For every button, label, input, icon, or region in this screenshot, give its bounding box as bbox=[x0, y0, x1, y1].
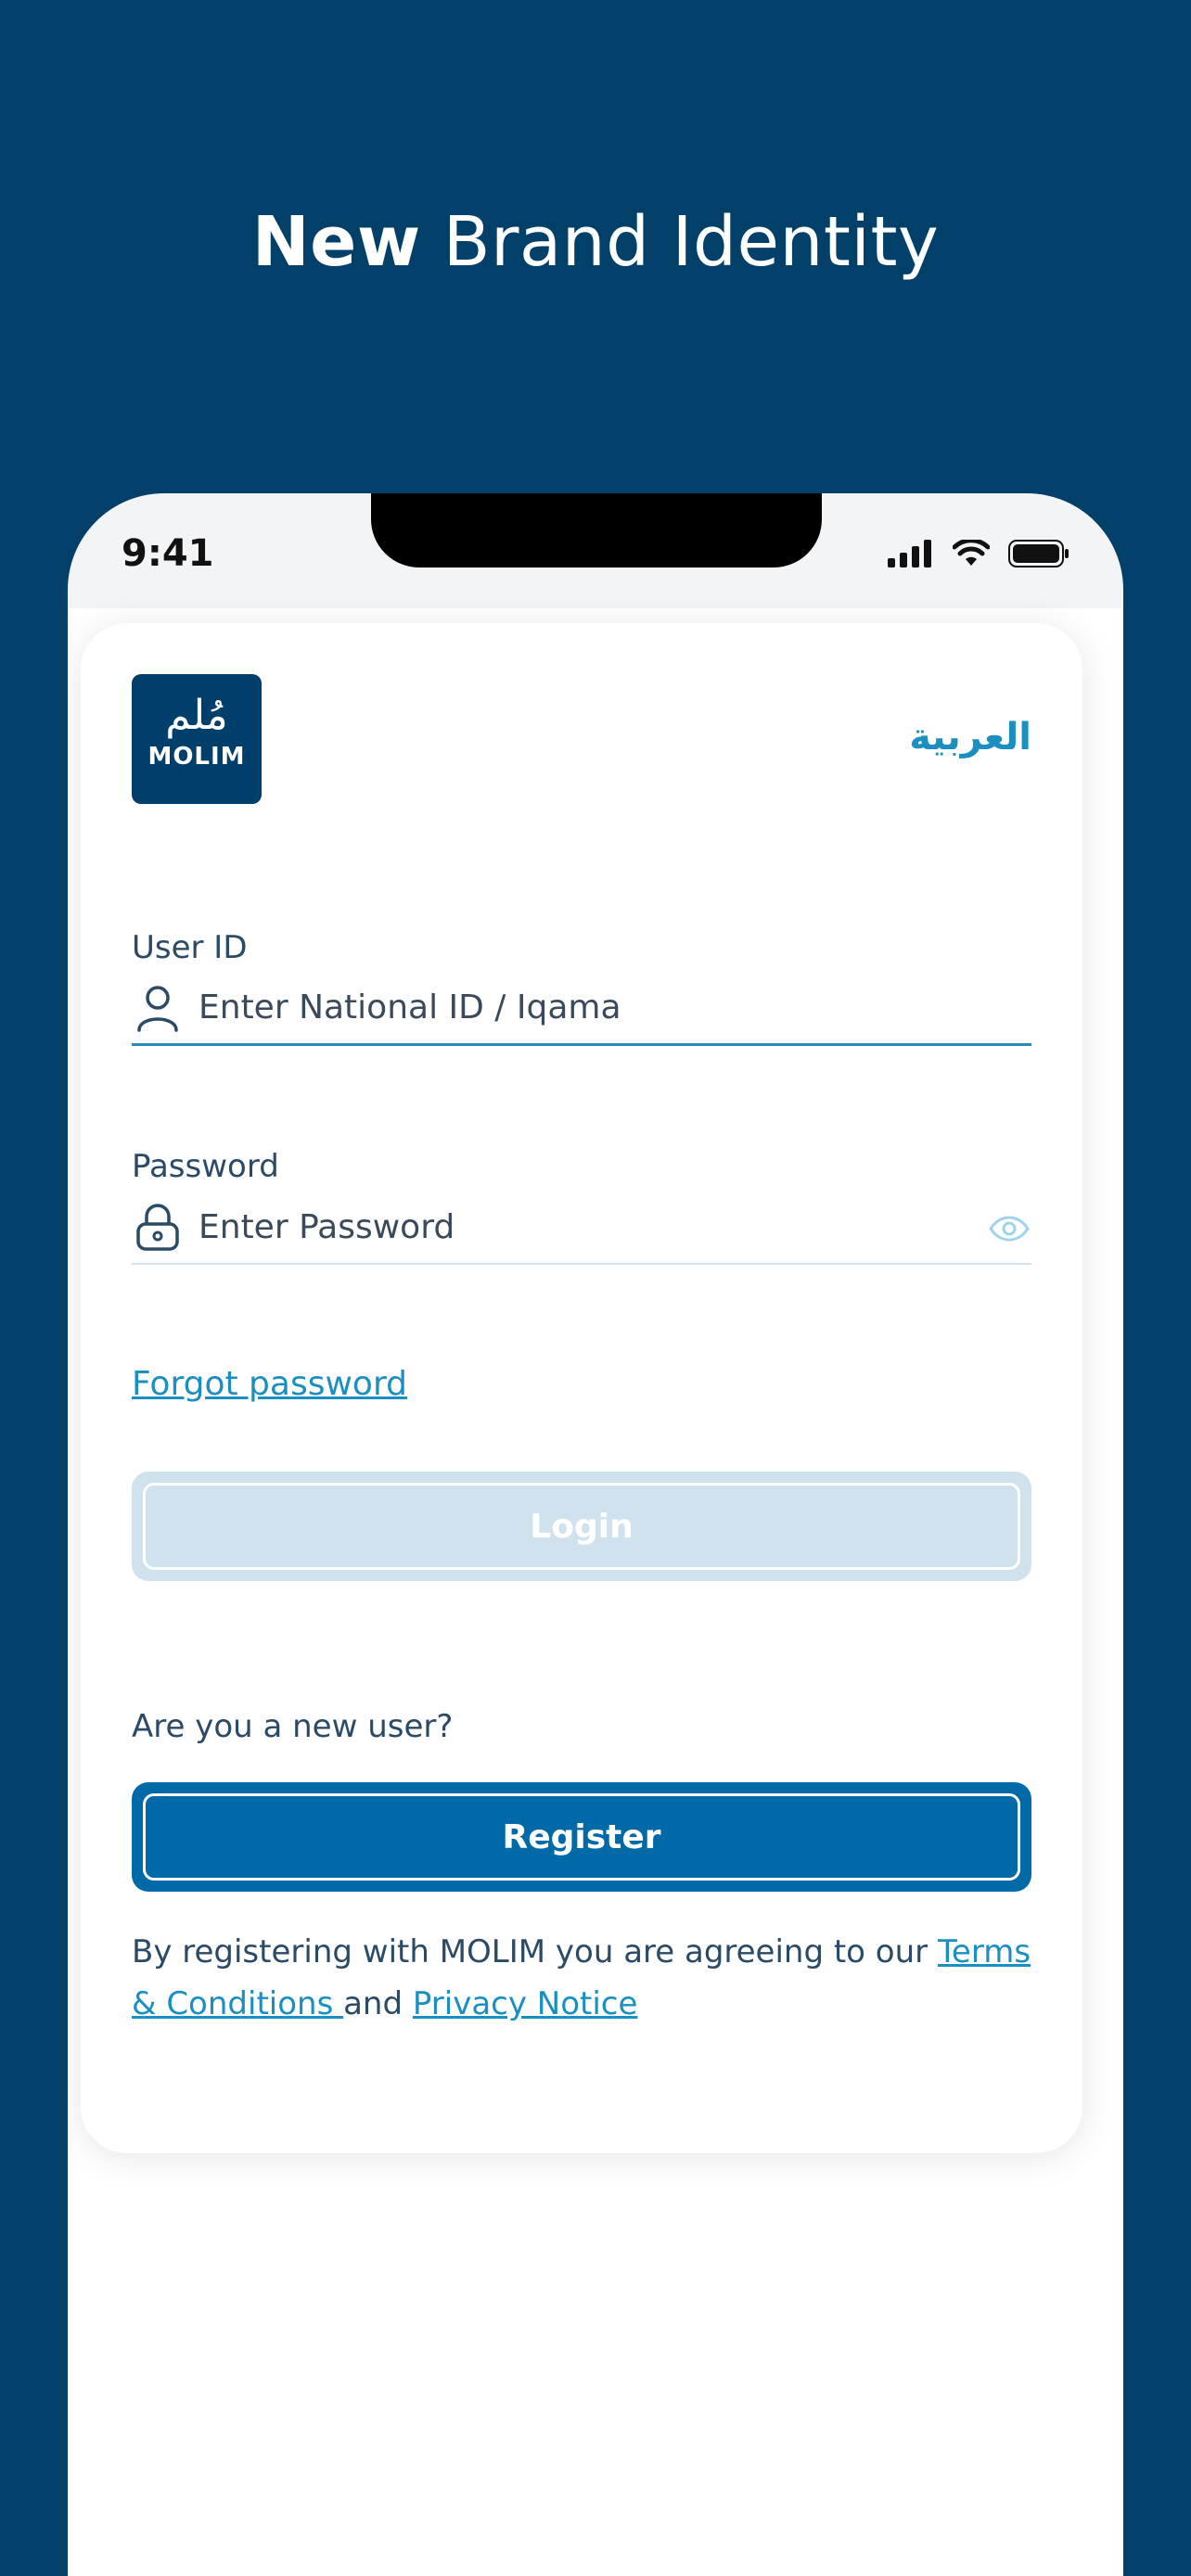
logo-arabic: مُلم bbox=[165, 692, 228, 739]
user-id-label: User ID bbox=[132, 929, 248, 966]
battery-icon bbox=[1008, 540, 1069, 567]
status-icons bbox=[888, 540, 1069, 567]
register-button-label: Register bbox=[502, 1817, 661, 1856]
phone-frame bbox=[68, 493, 1123, 2576]
lock-icon bbox=[132, 1201, 184, 1253]
show-password-eye-icon[interactable] bbox=[987, 1208, 1031, 1245]
wifi-icon bbox=[953, 540, 990, 567]
new-user-prompt: Are you a new user? bbox=[132, 1708, 454, 1745]
legal-and: and bbox=[343, 1985, 413, 2022]
molim-logo bbox=[132, 674, 262, 804]
login-button-label: Login bbox=[530, 1507, 634, 1546]
user-id-field[interactable] bbox=[132, 972, 1031, 1046]
privacy-notice-link[interactable]: Privacy Notice bbox=[412, 1985, 638, 2022]
headline bbox=[0, 202, 1191, 282]
terms-link[interactable]: Terms & Conditions bbox=[132, 1933, 1031, 2022]
phone-notch bbox=[371, 493, 822, 567]
password-label: Password bbox=[132, 1148, 279, 1185]
register-button[interactable] bbox=[132, 1782, 1031, 1892]
login-button[interactable] bbox=[132, 1472, 1031, 1581]
legal-prefix: By registering with MOLIM you are agreeing to our bbox=[132, 1933, 938, 1970]
screen-body bbox=[68, 608, 1123, 2576]
user-icon bbox=[132, 982, 184, 1034]
user-id-input[interactable] bbox=[198, 988, 1031, 1027]
legal-text bbox=[132, 1926, 1050, 2030]
signal-icon bbox=[888, 540, 934, 567]
headline-rest: Brand Identity bbox=[442, 202, 940, 282]
forgot-password-link[interactable]: Forgot password bbox=[132, 1365, 407, 1403]
password-field[interactable] bbox=[132, 1191, 1031, 1265]
login-card bbox=[81, 623, 1082, 2153]
language-switch-link[interactable]: العربية bbox=[909, 716, 1031, 759]
headline-bold: New bbox=[251, 202, 421, 282]
password-input[interactable] bbox=[198, 1208, 978, 1246]
status-time: 9:41 bbox=[122, 532, 214, 575]
logo-english: MOLIM bbox=[147, 743, 246, 771]
